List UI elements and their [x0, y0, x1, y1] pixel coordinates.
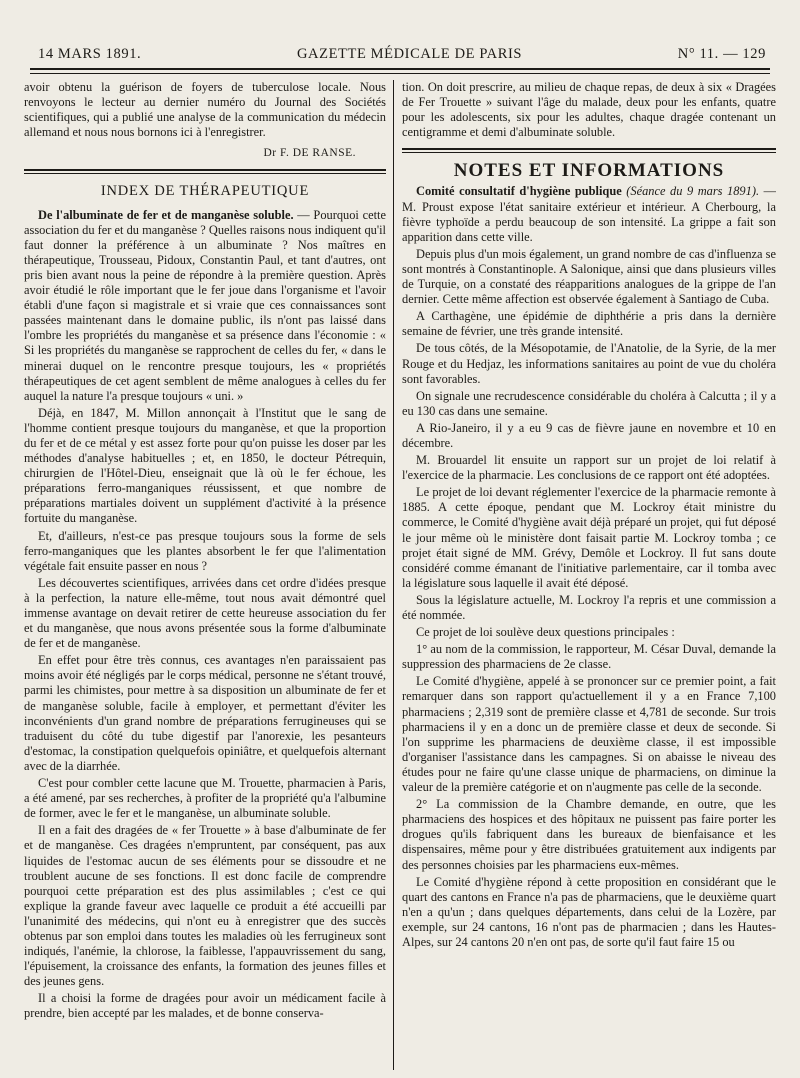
- header-rule-thin: [30, 73, 770, 74]
- paragraph: Depuis plus d'un mois également, un grand nombre de cas d'influenza se sont montrés à Constantinople. A Salonique, ainsi que dans plusieurs villes de Turquie, on a constaté des réapparitions analogues de la grippe de l'an dernier. Cette même affection est observée également à Santiago de Cuba.: [402, 246, 776, 307]
- paragraph: Le Comité d'hygiène répond à cette proposition en considérant que le quart des cantons en France n'a pas de pharmaciens, que le deuxième quart n'en a qu'un ; dans quelques départements, dans celui de la Lozère, par exemple, sur 24 cantons, 16 n'ont pas de pharmacien ; dans les Hautes-Alpes, sur 24 cantons 20 n'en ont pas, de sorte qu'il faut faire 15 ou: [402, 874, 776, 949]
- section-divider: [402, 148, 776, 153]
- right-column: [402, 80, 776, 1070]
- runin-date: (Séance du 9 mars 1891).: [626, 184, 760, 199]
- paragraph-text: — Pourquoi cette association du fer et du manganèse ? Quelles raisons nous indiquent qu'il faut donner la préférence à un albuminate ? Nos maîtres en thérapeutique, Trousseau, Pidoux, Constantin Paul, et tant d'autres, ont pris bien avant nous la peine de répondre à la première question. Après avoir étudié le rôle important que le fer joue dans l'organisme et l'avoir établi d'une façon si magistrale et si vraie que ces connaissances sont passées maintenant dans le domaine public, ils n'ont pas laissé dans l'ombre les propriétés du manganèse et sa présence dans l'économie : « Si les propriétés du manganèse se rapprochent de celles du fer, « dans le minerai duquel on le rencontre presque toujours, les « propriétés thérapeutiques de cet agent semblent de même analogues à celles du fer auquel la nature l'a presque toujours « uni. »: [24, 207, 386, 403]
- paragraph: Déjà, en 1847, M. Millon annonçait à l'Institut que le sang de l'homme contient presque toujours du manganèse, et que la proportion du fer et de ce métal y est assez forte pour qu'on puisse les doser par les méthodes d'analyse habituelles ; et, en 1850, le docteur Pétrequin, chirurgien de l'Hôtel-Dieu, enseignait que là où le fer échoue, les préparations ferro-manganiques réussissent, et que nombre de préparations martiales doivent un supplément d'activité à la présence fortuite du manganèse.: [24, 405, 386, 526]
- article-continuation: tion. On doit prescrire, au milieu de chaque repas, de deux à six « Dragées de Fer Trouette » suivant l'âge du malade, deux pour les enfants, quatre pour les adolescents, six pour les adultes, chaque dragée contenant un centigramme et demi d'albuminate soluble.: [402, 80, 776, 140]
- section-divider: [24, 169, 386, 174]
- author-signature: Dr F. DE RANSE.: [263, 147, 356, 160]
- paragraph: 1° au nom de la commission, le rapporteur, M. César Duval, demande la suppression des pharmaciens de 2e classe.: [402, 642, 776, 672]
- section-title-therapeutique: INDEX DE THÉRAPEUTIQUE: [100, 183, 310, 200]
- paragraph: [402, 184, 776, 244]
- paragraph: A Carthagène, une épidémie de diphthérie a pris dans la dernière semaine de février, une très grande intensité.: [402, 309, 776, 339]
- article-continuation: avoir obtenu la guérison de foyers de tuberculose locale. Nous renvoyons le lecteur au dernier numéro du Journal des Sociétés scientifiques, qui a publié une analyse de la communication du médecin allemand et nous nous bornons ici à l'enregistrer.: [24, 80, 386, 140]
- journal-title: GAZETTE MÉDICALE DE PARIS: [296, 46, 523, 62]
- runin-heading: Comité consultatif d'hygiène publique: [416, 184, 622, 199]
- paragraph: 2° La commission de la Chambre demande, en outre, que les pharmaciens des hospices et des hôpitaux ne puissent pas faire porter les drogues qu'ils fabriquent dans les bureaux de bienfaisance et les dispensaires, même pour y être distribuées gratuitement aux indigents par des personnes choisies par les pharmaciens eux-mêmes.: [402, 797, 776, 872]
- paragraph: Le projet de loi devant réglementer l'exercice de la pharmacie remonte à 1885. A cette époque, pendant que M. Lockroy était ministre du commerce, le Comité d'hygiène avait déjà préparé un projet, qui fut déposé le jour même où le ministère dont faisait partie M. Lockroy tomba ; ce projet était signé de MM. Grévy, Demôle et Lockroy. Il fut sans doute considéré comme émanant de l'initiative parlementaire, car il tomba avec la législature sous laquelle il avait été déposé.: [402, 485, 776, 590]
- paragraph: [24, 208, 386, 404]
- column-divider: [393, 80, 394, 1070]
- paragraph: Les découvertes scientifiques, arrivées dans cet ordre d'idées presque à la perfection, la nature elle-même, tout nous avait démontré quel immense avantage on devait retirer de cette heureuse association du fer et du manganèse, que nous avons présentée sous la forme d'albuminate de fer et de manganèse.: [24, 575, 386, 651]
- paragraph: On signale une recrudescence considérable du choléra à Calcutta ; il y a eu 130 cas dans une semaine.: [402, 388, 776, 418]
- paragraph: M. Brouardel lit ensuite un rapport sur un projet de loi relatif à l'exercice de la pharmacie. Les conclusions de ce rapport ont été adoptées.: [402, 453, 776, 483]
- paragraph: Le Comité d'hygiène, appelé à se prononcer sur ce premier point, a fait remarquer dans son rapport qu'actuellement il y a en France 7,100 pharmaciens ; 2,319 sont de première classe et 4,781 de seconde. Sur trois pharmaciens il y en a donc un de première classe et deux de seconde. Si l'on supprime les pharmaciens de deuxième classe, il est impossible d'organiser l'assistance dans les campagnes. Si on abaisse le niveau des études pour ne faire qu'une classe unique de pharmaciens, on diminue la valeur de la première catégorie et on n'augmente pas celle de la seconde.: [402, 674, 776, 795]
- paragraph: A Rio-Janeiro, il y a eu 9 cas de fièvre jaune en novembre et 10 en décembre.: [402, 420, 776, 450]
- runin-heading: De l'albuminate de fer et de manganèse soluble.: [38, 207, 294, 222]
- paragraph: Sous la législature actuelle, M. Lockroy l'a repris et une commission a été nommée.: [402, 592, 776, 622]
- paragraph: En effet pour être très connus, ces avantages n'en paraissaient pas moins avoir été négligés par le corps médical, personne ne s'étant trouvé, parmi les chimistes, pour mettre à sa disposition un albuminate de fer et de manganèse soluble, facile à employer, et permettant d'éviter les inconvénients d'un grand nombre de préparations ferrugineuses qui se traduisent du côté du tube digestif par l'anorexie, les pesanteurs d'estomac, la constipation quelquefois opiniâtre, et quelquefois alternant avec de la diarrhée.: [24, 653, 386, 773]
- paragraph: Et, d'ailleurs, n'est-ce pas presque toujours sous la forme de sels ferro-manganiques que les plantes absorbent le fer que l'alimentation végétale fait ensuite passer en nous ?: [24, 528, 386, 573]
- left-column: [24, 80, 386, 1070]
- section-title-notes: NOTES ET INFORMATIONS: [453, 160, 725, 182]
- paragraph: Ce projet de loi soulève deux questions principales :: [416, 625, 675, 640]
- paragraph: De tous côtés, de la Mésopotamie, de l'Anatolie, de la Syrie, de la mer Rouge et du Hedjaz, les informations sanitaires au point de vue du choléra sont favorables.: [402, 341, 776, 386]
- page-header: [38, 46, 766, 68]
- paragraph-text: — M. Proust expose l'état sanitaire extérieur et intérieur. A Cherbourg, la fièvre typhoïde a perdu beaucoup de son intensité. La grippe a fait son apparition dans cette ville.: [402, 184, 776, 244]
- issue-date: 14 MARS 1891.: [38, 46, 142, 62]
- paragraph: Il en a fait des dragées de « fer Trouette » à base d'albuminate de fer et de manganèse. Ces dragées n'empruntent, par conséquent, pas aux liquides de l'estomac aucun de ses éléments pour se dissoudre et ne troublent aucune de ses fonctions. Il est donc facile de comprendre pourquoi cette préparation est des plus assimilables ; c'est ce qui explique la grande faveur avec laquelle ce produit a été accueilli par l'unanimité des médecins, qui n'ont eu à enregistrer que des succès obtenus par son emploi dans toutes les maladies où les ferrugineux sont indiqués, l'anémie, la chlorose, la faiblesse, l'appauvrissement du sang, l'épuisement, la croissance des enfants, la formation des jeunes filles et des jeunes gens.: [24, 823, 386, 989]
- paragraph: Il a choisi la forme de dragées pour avoir un médicament facile à prendre, bien accepté par les malades, et de bonne conserva-: [24, 991, 386, 1021]
- header-rule: [30, 68, 770, 70]
- page-number: N° 11. — 129: [677, 46, 766, 62]
- paragraph: C'est pour combler cette lacune que M. Trouette, pharmacien à Paris, a été amené, par ses recherches, à profiter de la propriété qu'a l'albumine de former, avec le fer et le manganèse, un albuminate soluble.: [24, 776, 386, 821]
